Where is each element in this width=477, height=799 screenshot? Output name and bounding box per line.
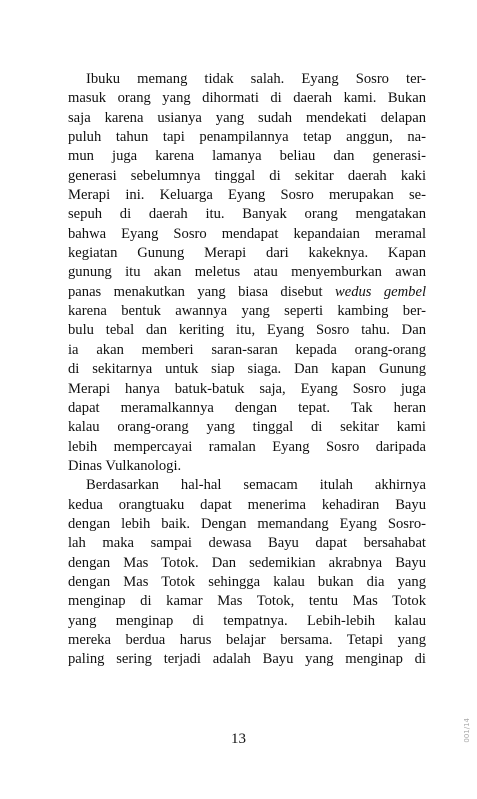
- text-line: Merapi ini. Keluarga Eyang Sosro merupakan se-: [68, 187, 426, 204]
- text-line: paling sering terjadi adalah Bayu yang menginap di: [68, 651, 426, 668]
- text-line-with-italic: panas menakutkan yang biasa disebut wedus gembel: [68, 283, 426, 300]
- scan-code: 001/14: [463, 718, 471, 743]
- text-line: puluh tahun tapi penampilannya tetap anggun, na-: [68, 129, 426, 146]
- text-line: Ibuku memang tidak salah. Eyang Sosro ter-: [86, 71, 426, 87]
- text-line: kalau orang-orang yang tinggal di sekitar kami: [68, 419, 426, 436]
- text-line: bahwa Eyang Sosro mendapat kepandaian meramal: [68, 225, 426, 242]
- text-line: masuk orang yang dihormati di daerah kami. Bukan: [68, 90, 426, 107]
- text-line: lah maka sampai dewasa Bayu dapat bersahabat: [68, 535, 426, 552]
- text-line: bulu tebal dan keriting itu, Eyang Sosro tahu. Dan: [68, 322, 426, 339]
- text-line: kegiatan Gunung Merapi dari kakeknya. Kapan: [68, 245, 426, 262]
- text-line: Berdasarkan hal-hal semacam itulah akhirnya: [86, 477, 426, 494]
- italic-term: wedus gembel: [334, 283, 426, 300]
- paragraph-2: [68, 476, 426, 669]
- text-line: menginap di kamar Mas Totok, tentu Mas Totok: [68, 593, 426, 610]
- text-line: dengan Mas Totok. Dan sedemikian akrabnya Bayu: [68, 554, 426, 571]
- page-number: 13: [231, 731, 246, 747]
- text-line: gunung itu akan meletus atau menyemburkan awan: [68, 264, 426, 281]
- text-line: sepuh di daerah itu. Banyak orang mengatakan: [68, 206, 426, 223]
- text-line: dapat meramalkannya dengan tepat. Tak heran: [68, 399, 426, 416]
- body-text: [68, 70, 426, 670]
- text-line: generasi sebelumnya tinggal di sekitar daerah kaki: [68, 167, 426, 184]
- text-line: Merapi hanya batuk-batuk saja, Eyang Sosro juga: [68, 380, 426, 397]
- text-line: di sekitarnya untuk siap siaga. Dan kapan Gunung: [68, 361, 426, 378]
- text-line: mun juga karena lamanya beliau dan generasi-: [68, 148, 426, 165]
- text-line: saja karena usianya yang sudah mendekati delapan: [68, 109, 426, 126]
- text-line: kedua orangtuaku dapat menerima kehadiran Bayu: [68, 496, 426, 513]
- text-line: mereka berdua harus belajar bersama. Tetapi yang: [68, 631, 426, 648]
- text-line: karena bentuk awannya yang seperti kambing ber-: [68, 303, 426, 320]
- text-line: dengan lebih baik. Dengan memandang Eyang Sosro-: [68, 515, 426, 532]
- paragraph-1: [68, 70, 426, 476]
- text-line: yang menginap di tempatnya. Lebih-lebih kalau: [68, 612, 426, 629]
- text-line: lebih mempercayai ramalan Eyang Sosro daripada: [68, 438, 426, 455]
- text-line: Dinas Vulkanologi.: [68, 457, 182, 474]
- text-line: ia akan memberi saran-saran kepada orang-orang: [68, 341, 426, 358]
- text-line: dengan Mas Totok sehingga kalau bukan dia yang: [68, 573, 426, 590]
